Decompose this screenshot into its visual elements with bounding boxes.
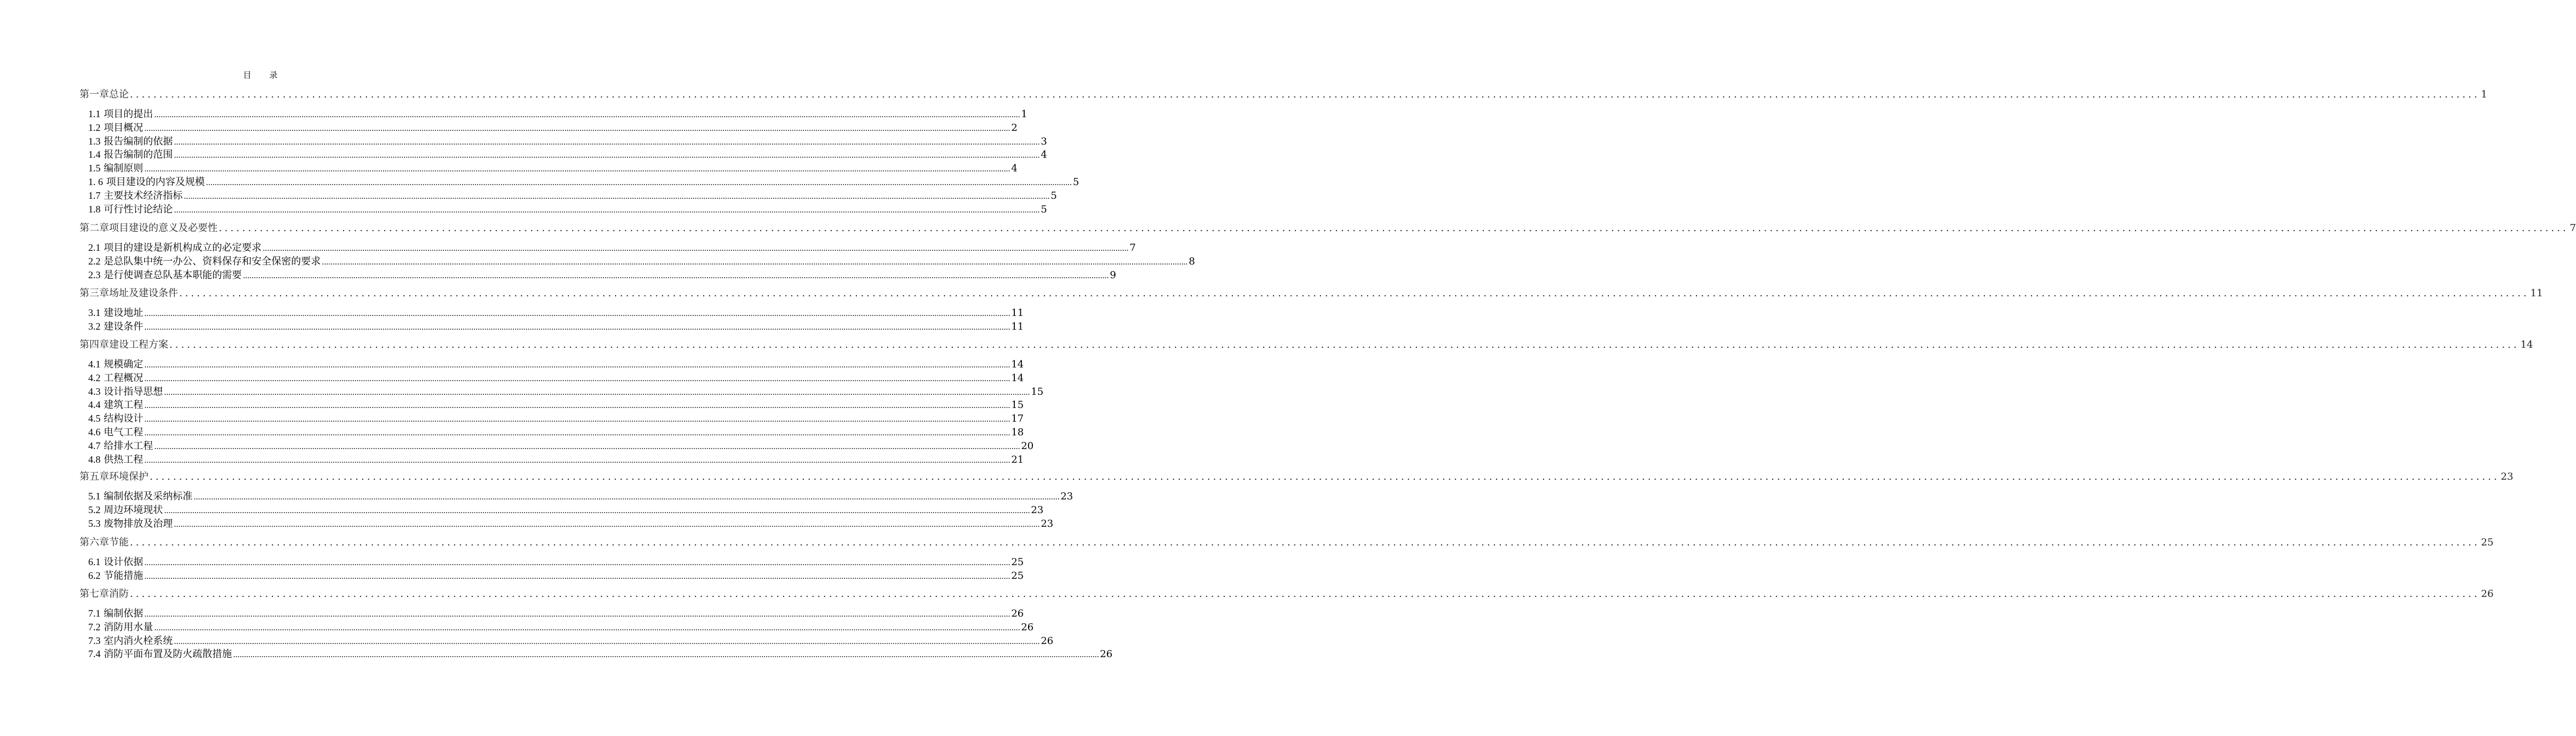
section-title: 节能措施: [104, 570, 144, 582]
chapter-title: 总论: [109, 89, 129, 100]
chapter-page-number: 14: [2520, 339, 2533, 350]
section-number: 4.5: [88, 413, 101, 424]
section-number: 4.6: [88, 427, 101, 438]
chapter-title: 消防: [109, 588, 129, 600]
section-number: 1.3: [88, 135, 101, 147]
section-number: 4.2: [88, 372, 101, 383]
toc-section-entry[interactable]: [88, 202, 1047, 216]
toc-section-entry[interactable]: [88, 516, 1054, 530]
section-title: 是总队集中统一办公、资料保存和安全保密的要求: [104, 255, 321, 267]
chapter-number: 第四章: [79, 339, 109, 350]
chapter-title: 建设工程方案: [109, 339, 168, 350]
toc-section-entry[interactable]: [88, 370, 1024, 384]
section-title: 可行性讨论结论: [104, 203, 173, 215]
section-number: 5.3: [88, 518, 101, 529]
chapter-number: 第二章: [79, 222, 109, 234]
toc-title: 目 录: [243, 70, 285, 80]
section-title: 废物排放及治理: [104, 518, 173, 530]
toc-section-entry[interactable]: [88, 488, 1073, 503]
toc-chapter-entry[interactable]: [79, 220, 2576, 234]
section-title: 室内消火栓系统: [104, 635, 173, 647]
toc-section-entry[interactable]: [88, 384, 1044, 398]
section-number: 1.4: [88, 149, 101, 160]
toc-section-entry[interactable]: [88, 188, 1057, 202]
toc-section-entry[interactable]: [88, 452, 1024, 466]
section-title: 建设条件: [104, 320, 144, 332]
section-page-number: 18: [1011, 427, 1024, 438]
section-page-number: 5: [1072, 176, 1079, 188]
dot-leader: ................................................................................................................................................................................................................................................................................................................................................................................................................: [144, 401, 1010, 411]
dot-leader: ................................................................................................................................................................................................................................................................................................................................................................................................................: [144, 572, 1010, 581]
toc-section-entry[interactable]: [88, 646, 1113, 660]
chapter-page-number: 23: [2500, 471, 2514, 482]
section-page-number: 20: [1021, 440, 1034, 452]
dot-leader: ................................................................................................................................................................................................................................................................................................................................................................................................................: [184, 192, 1050, 201]
section-number: 4.3: [88, 386, 101, 397]
section-page-number: 4: [1041, 149, 1047, 161]
dot-leader: ................................................................................................................................................................................................................................................................................................................................................................................................................: [164, 506, 1030, 515]
section-page-number: 2: [1011, 122, 1018, 134]
dot-leader: ................................................................................................................................................................................................................................................................................................................................................................................................................: [154, 111, 1020, 119]
section-title: 电气工程: [104, 427, 144, 438]
dot-leader: ................................................................................................................................................................................................................................................................................................................................................................................................................: [154, 442, 1020, 451]
section-number: 4.8: [88, 453, 101, 465]
dot-leader: ................................................................................................................................................................................................................................................................................................................................................................................................................: [174, 137, 1040, 147]
chapter-number: 第五章: [79, 471, 109, 482]
section-title: 项目建设的内容及规模: [106, 176, 205, 188]
dot-leader: ................................................................................................................................................................................................................................................................................................................................................................................................................: [144, 309, 1010, 318]
chapter-number: 第六章: [79, 537, 109, 548]
toc-section-entry[interactable]: [88, 357, 1024, 371]
section-page-number: 7: [1129, 242, 1136, 254]
toc-section-entry[interactable]: [88, 319, 1024, 333]
section-number: 5.1: [88, 491, 101, 502]
chapter-number: 第七章: [79, 588, 109, 600]
section-number: 7.1: [88, 608, 101, 619]
toc-section-entry[interactable]: [88, 134, 1047, 148]
dot-leader: ................................................................................................................................................................................................................................................................................................................................................................................................................: [144, 415, 1010, 424]
section-title: 建设地址: [104, 307, 144, 319]
dot-leader: ................................................................................................................................................................................................................................................................................................................................................................................................................: [174, 151, 1040, 160]
dot-leader: ................................................................................................................................................................................................................................................................................................................................................................................................................: [243, 271, 1109, 280]
toc-section-entry[interactable]: [88, 147, 1047, 161]
section-page-number: 11: [1011, 307, 1024, 319]
toc-section-entry[interactable]: [88, 554, 1024, 568]
chapter-page-number: 11: [2530, 288, 2543, 299]
dot-leader: ................................................................................................................................................................................................................................................................................................................................................................................................................: [144, 165, 1010, 174]
section-number: 7.3: [88, 635, 101, 646]
chapter-page-number: 26: [2481, 588, 2494, 600]
toc-section-entry[interactable]: [88, 397, 1024, 411]
section-page-number: 14: [1011, 372, 1024, 384]
toc-chapter-entry[interactable]: [79, 534, 2494, 549]
toc-chapter-entry[interactable]: [79, 285, 2543, 300]
toc-chapter-entry[interactable]: [79, 337, 2533, 351]
section-page-number: 26: [1100, 648, 1113, 660]
section-number: 7.2: [88, 621, 101, 633]
section-page-number: 4: [1011, 163, 1018, 175]
dot-leader: ................................................................................................................................................................................................................................................................................................................................................................................................................: [130, 588, 2480, 600]
section-number: 3.2: [88, 320, 101, 332]
toc-section-entry[interactable]: [88, 160, 1018, 175]
dot-leader: ................................................................................................................................................................................................................................................................................................................................................................................................................: [233, 651, 1099, 660]
dot-leader: ................................................................................................................................................................................................................................................................................................................................................................................................................: [144, 361, 1010, 370]
section-title: 工程概况: [104, 372, 144, 384]
dot-leader: ................................................................................................................................................................................................................................................................................................................................................................................................................: [322, 257, 1188, 267]
section-title: 是行使调查总队基本职能的需要: [104, 269, 242, 281]
dot-leader: ................................................................................................................................................................................................................................................................................................................................................................................................................: [193, 493, 1060, 502]
section-number: 6.2: [88, 570, 101, 581]
section-title: 结构设计: [104, 413, 144, 425]
dot-leader: ................................................................................................................................................................................................................................................................................................................................................................................................................: [150, 471, 2500, 482]
section-page-number: 15: [1011, 399, 1024, 411]
dot-leader: ................................................................................................................................................................................................................................................................................................................................................................................................................: [205, 179, 1072, 187]
toc-section-entry[interactable]: [88, 411, 1024, 425]
dot-leader: ................................................................................................................................................................................................................................................................................................................................................................................................................: [144, 456, 1010, 465]
toc-section-entry[interactable]: [88, 254, 1195, 268]
section-number: 1.8: [88, 203, 101, 215]
section-title: 消防平面布置及防火疏散措施: [104, 648, 232, 660]
dot-leader: ................................................................................................................................................................................................................................................................................................................................................................................................................: [179, 288, 2529, 299]
section-title: 编制依据及采纳标准: [104, 491, 193, 502]
dot-leader: ................................................................................................................................................................................................................................................................................................................................................................................................................: [164, 388, 1030, 397]
dot-leader: ................................................................................................................................................................................................................................................................................................................................................................................................................: [130, 89, 2480, 100]
toc-section-entry[interactable]: [88, 305, 1024, 319]
section-page-number: 26: [1021, 621, 1034, 633]
section-page-number: 15: [1031, 386, 1044, 398]
chapter-page-number: 25: [2481, 537, 2494, 548]
chapter-number: 第一章: [79, 89, 109, 100]
toc-section-entry[interactable]: [88, 633, 1054, 647]
dot-leader: ................................................................................................................................................................................................................................................................................................................................................................................................................: [174, 520, 1040, 529]
section-page-number: 3: [1041, 135, 1047, 147]
section-page-number: 26: [1011, 608, 1024, 619]
section-number: 3.1: [88, 307, 101, 318]
dot-leader: ................................................................................................................................................................................................................................................................................................................................................................................................................: [262, 244, 1129, 253]
section-number: 5.2: [88, 504, 101, 515]
section-page-number: 8: [1189, 255, 1195, 267]
section-title: 消防用水量: [104, 621, 153, 633]
toc-section-entry[interactable]: [88, 619, 1034, 634]
section-number: 2.3: [88, 269, 101, 280]
dot-leader: ................................................................................................................................................................................................................................................................................................................................................................................................................: [144, 429, 1010, 438]
section-title: 供热工程: [104, 453, 144, 465]
section-page-number: 14: [1011, 359, 1024, 370]
section-title: 项目的提出: [104, 108, 153, 120]
dot-leader: ................................................................................................................................................................................................................................................................................................................................................................................................................: [144, 323, 1010, 332]
section-page-number: 23: [1060, 491, 1073, 502]
section-title: 项目概况: [104, 122, 144, 134]
toc-chapter-entry[interactable]: [79, 586, 2494, 600]
section-number: 1.7: [88, 189, 101, 201]
chapter-title: 项目建设的意义及必要性: [109, 222, 218, 234]
section-number: 4.1: [88, 359, 101, 370]
section-page-number: 23: [1031, 504, 1044, 516]
toc-section-entry[interactable]: [88, 568, 1024, 582]
section-number: 2.2: [88, 255, 101, 267]
section-page-number: 9: [1110, 269, 1116, 281]
section-page-number: 23: [1041, 518, 1054, 530]
toc-section-entry[interactable]: [88, 438, 1034, 452]
dot-leader: ................................................................................................................................................................................................................................................................................................................................................................................................................: [154, 623, 1020, 633]
toc-section-entry[interactable]: [88, 120, 1018, 134]
section-number: 2.1: [88, 242, 101, 253]
toc-chapter-entry[interactable]: [79, 469, 2514, 483]
section-number: 1.1: [88, 108, 101, 119]
section-title: 设计指导思想: [104, 386, 163, 398]
section-page-number: 25: [1011, 556, 1024, 568]
section-title: 编制依据: [104, 608, 144, 619]
section-number: 4.7: [88, 440, 101, 451]
section-page-number: 25: [1011, 570, 1024, 582]
chapter-page-number: 1: [2481, 89, 2488, 100]
dot-leader: ................................................................................................................................................................................................................................................................................................................................................................................................................: [174, 637, 1040, 646]
section-title: 报告编制的范围: [104, 149, 173, 161]
chapter-number: 第三章: [79, 288, 109, 299]
section-title: 建筑工程: [104, 399, 144, 411]
chapter-page-number: 7: [2569, 222, 2576, 234]
dot-leader: ................................................................................................................................................................................................................................................................................................................................................................................................................: [169, 339, 2520, 350]
toc-section-entry[interactable]: [88, 502, 1044, 516]
dot-leader: ................................................................................................................................................................................................................................................................................................................................................................................................................: [219, 222, 2569, 234]
section-page-number: 21: [1011, 453, 1024, 465]
section-page-number: 1: [1021, 108, 1027, 120]
section-number: 1.5: [88, 163, 101, 174]
section-title: 设计依据: [104, 556, 144, 568]
section-page-number: 17: [1011, 413, 1024, 425]
dot-leader: ................................................................................................................................................................................................................................................................................................................................................................................................................: [144, 124, 1010, 133]
dot-leader: ................................................................................................................................................................................................................................................................................................................................................................................................................: [144, 610, 1010, 619]
toc-section-entry[interactable]: [88, 174, 1079, 188]
chapter-title: 环境保护: [109, 471, 148, 482]
section-page-number: 5: [1041, 203, 1047, 215]
toc-section-entry[interactable]: [88, 424, 1024, 439]
dot-leader: ................................................................................................................................................................................................................................................................................................................................................................................................................: [130, 537, 2480, 548]
toc-section-entry[interactable]: [88, 106, 1027, 120]
section-title: 给排水工程: [104, 440, 153, 452]
chapter-title: 节能: [109, 537, 129, 548]
section-title: 编制原则: [104, 163, 144, 175]
section-title: 周边环境现状: [104, 504, 163, 516]
section-number: 1. 6: [88, 176, 103, 187]
toc-section-entry[interactable]: [88, 606, 1024, 620]
section-page-number: 26: [1041, 635, 1054, 647]
dot-leader: ................................................................................................................................................................................................................................................................................................................................................................................................................: [144, 559, 1010, 567]
toc-section-entry[interactable]: [88, 267, 1116, 281]
section-title: 主要技术经济指标: [104, 189, 183, 202]
toc-section-entry[interactable]: [88, 240, 1136, 254]
section-title: 报告编制的依据: [104, 135, 173, 147]
chapter-title: 场址及建设条件: [109, 288, 178, 299]
dot-leader: ................................................................................................................................................................................................................................................................................................................................................................................................................: [174, 205, 1040, 215]
section-number: 1.2: [88, 122, 101, 133]
section-title: 规模确定: [104, 359, 144, 370]
section-number: 6.1: [88, 556, 101, 567]
section-title: 项目的建设是新机构成立的必定要求: [104, 242, 262, 254]
section-page-number: 11: [1011, 320, 1024, 332]
toc-chapter-entry[interactable]: [79, 87, 2488, 101]
section-number: 7.4: [88, 648, 101, 660]
section-page-number: 5: [1050, 189, 1057, 202]
dot-leader: ................................................................................................................................................................................................................................................................................................................................................................................................................: [144, 374, 1010, 383]
section-number: 4.4: [88, 399, 101, 411]
